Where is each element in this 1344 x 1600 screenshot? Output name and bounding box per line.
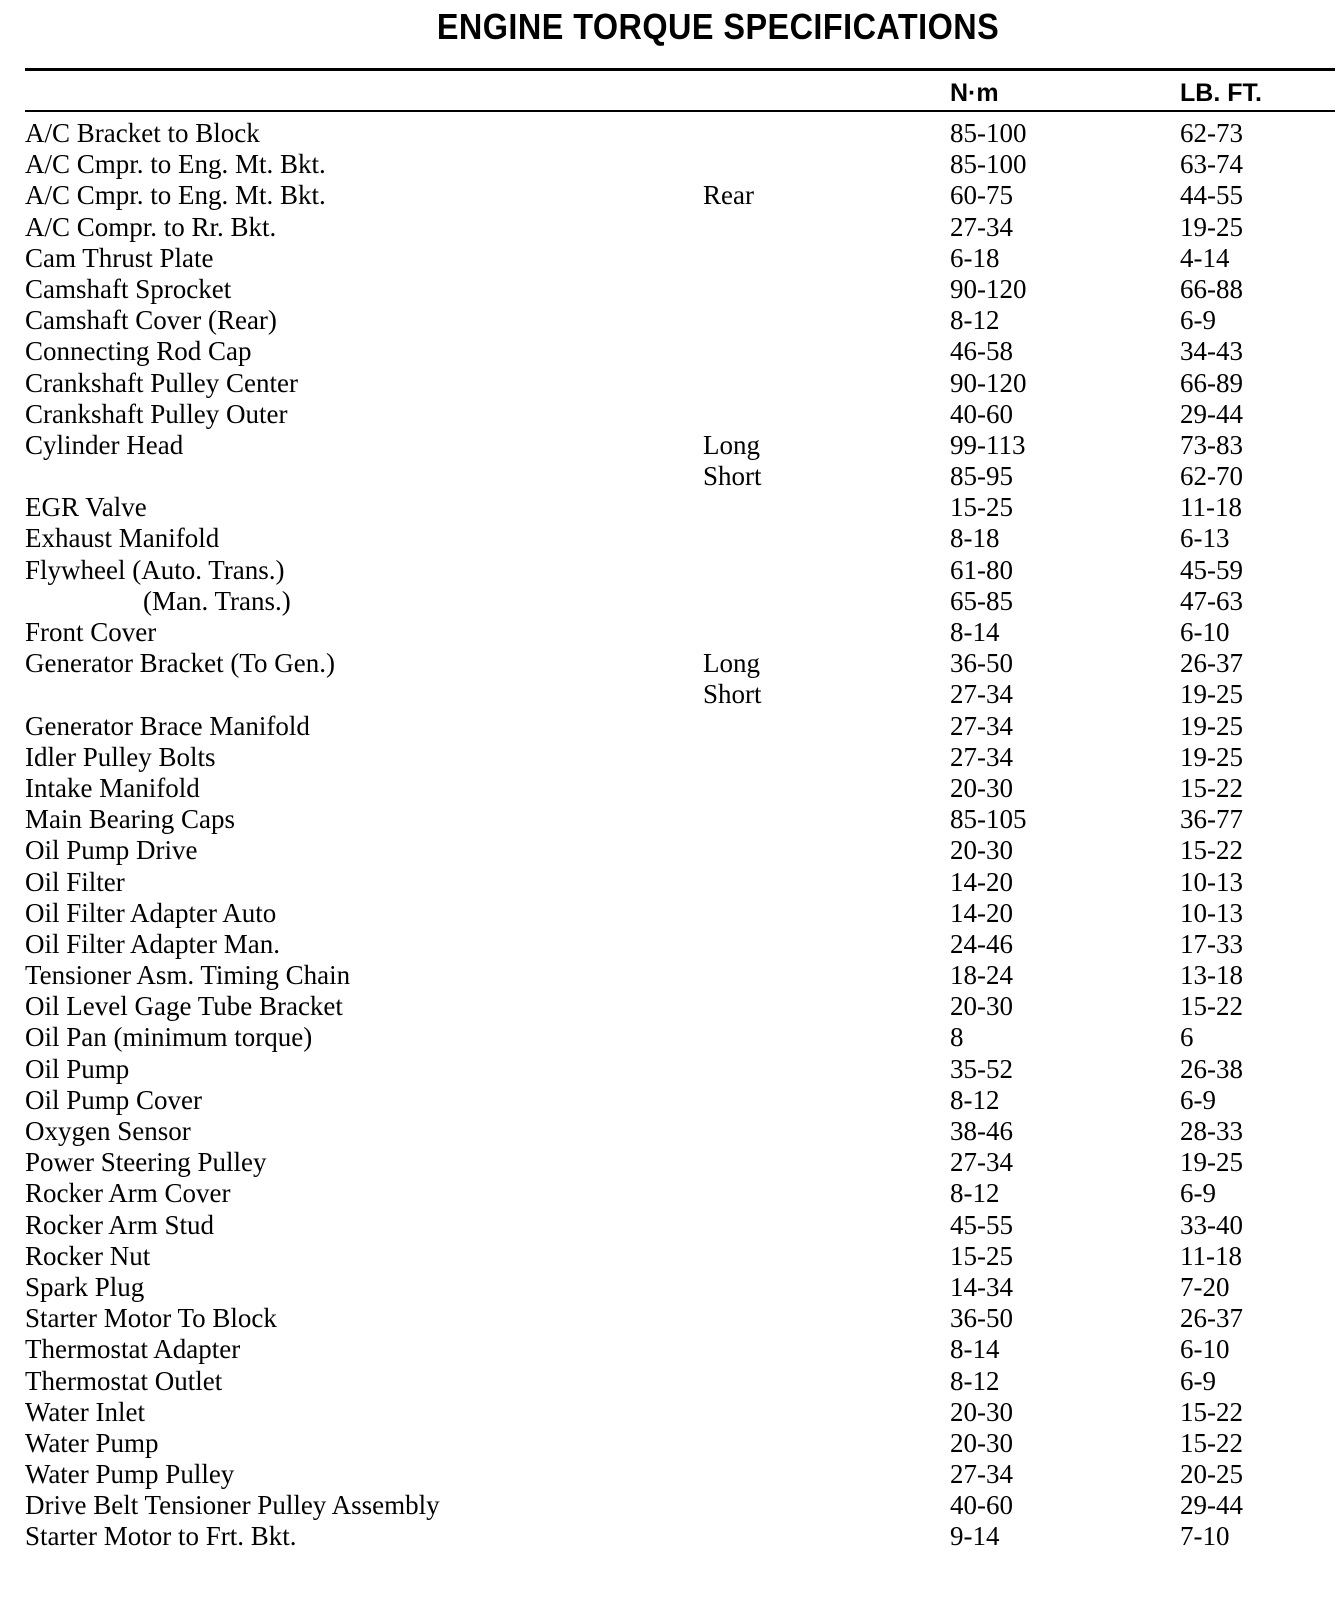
top-rule bbox=[25, 68, 1335, 71]
torque-lbft: 19-25 bbox=[1180, 211, 1243, 242]
component-variant: Short bbox=[703, 679, 762, 710]
torque-lbft: 29-44 bbox=[1180, 1490, 1243, 1521]
torque-lbft: 20-25 bbox=[1180, 1459, 1243, 1490]
torque-lbft: 15-22 bbox=[1180, 835, 1243, 866]
table-row bbox=[25, 648, 1325, 679]
table-row bbox=[25, 1397, 1325, 1428]
torque-nm: 27-34 bbox=[950, 1147, 1013, 1178]
table-row bbox=[25, 1366, 1325, 1397]
component-variant: Long bbox=[703, 429, 760, 460]
torque-lbft: 6-13 bbox=[1180, 523, 1230, 554]
component-name: Flywheel (Auto. Trans.) bbox=[25, 554, 285, 585]
torque-nm: 27-34 bbox=[950, 741, 1013, 772]
table-row bbox=[25, 586, 1325, 617]
table-row bbox=[25, 742, 1325, 773]
torque-lbft: 10-13 bbox=[1180, 897, 1243, 928]
component-name: Oil Filter Adapter Man. bbox=[25, 928, 280, 959]
table-row bbox=[25, 773, 1325, 804]
component-name: Oil Pan (minimum torque) bbox=[25, 1022, 313, 1053]
component-name: A/C Cmpr. to Eng. Mt. Bkt. bbox=[25, 180, 326, 211]
torque-nm: 85-100 bbox=[950, 149, 1027, 180]
component-name: Cam Thrust Plate bbox=[25, 242, 214, 273]
torque-lbft: 47-63 bbox=[1180, 585, 1243, 616]
torque-lbft: 19-25 bbox=[1180, 1147, 1243, 1178]
table-row bbox=[25, 991, 1325, 1022]
table-row bbox=[25, 1459, 1325, 1490]
component-name: Water Pump bbox=[25, 1427, 159, 1458]
component-name: Generator Bracket (To Gen.) bbox=[25, 648, 335, 679]
torque-lbft: 4-14 bbox=[1180, 242, 1230, 273]
component-name: Oxygen Sensor bbox=[25, 1116, 191, 1146]
component-name: Oil Filter Adapter Auto bbox=[25, 897, 277, 928]
torque-nm: 61-80 bbox=[950, 554, 1013, 585]
table-row bbox=[25, 430, 1325, 461]
component-name: Camshaft Cover (Rear) bbox=[25, 305, 277, 336]
table-row bbox=[25, 711, 1325, 742]
table-row bbox=[25, 867, 1325, 898]
torque-nm: 8-12 bbox=[950, 305, 1000, 336]
torque-lbft: 11-18 bbox=[1180, 492, 1242, 523]
torque-lbft: 11-18 bbox=[1180, 1240, 1242, 1271]
torque-nm: 8-14 bbox=[950, 617, 1000, 647]
torque-lbft: 44-55 bbox=[1180, 180, 1243, 211]
torque-lbft: 19-25 bbox=[1180, 679, 1243, 710]
torque-lbft: 26-37 bbox=[1180, 648, 1243, 679]
torque-nm: 9-14 bbox=[950, 1521, 1000, 1552]
torque-lbft: 19-25 bbox=[1180, 710, 1243, 741]
table-row bbox=[25, 368, 1325, 399]
torque-lbft: 63-74 bbox=[1180, 149, 1243, 180]
component-name: Oil Filter bbox=[25, 866, 125, 897]
torque-lbft: 26-38 bbox=[1180, 1053, 1243, 1084]
torque-lbft: 66-88 bbox=[1180, 273, 1243, 304]
component-name: Connecting Rod Cap bbox=[25, 336, 252, 367]
table-row bbox=[25, 305, 1325, 336]
torque-nm: 20-30 bbox=[950, 1427, 1013, 1458]
table-row bbox=[25, 1303, 1325, 1334]
component-name: Intake Manifold bbox=[25, 772, 200, 803]
torque-spec-table bbox=[25, 118, 1325, 1553]
torque-lbft: 13-18 bbox=[1180, 960, 1243, 991]
torque-lbft: 66-89 bbox=[1180, 367, 1243, 398]
torque-nm: 18-24 bbox=[950, 960, 1013, 991]
component-name: Idler Pulley Bolts bbox=[25, 741, 216, 772]
torque-lbft: 33-40 bbox=[1180, 1209, 1243, 1240]
torque-lbft: 15-22 bbox=[1180, 991, 1243, 1022]
component-name: Oil Level Gage Tube Bracket bbox=[25, 991, 343, 1022]
torque-lbft: 34-43 bbox=[1180, 336, 1243, 367]
table-row bbox=[25, 1054, 1325, 1085]
table-row bbox=[25, 1521, 1325, 1552]
table-row bbox=[25, 149, 1325, 180]
torque-nm: 15-25 bbox=[950, 1240, 1013, 1271]
component-name: Rocker Arm Stud bbox=[25, 1209, 214, 1240]
torque-lbft: 10-13 bbox=[1180, 866, 1243, 897]
torque-nm: 60-75 bbox=[950, 180, 1013, 211]
torque-nm: 27-34 bbox=[950, 679, 1013, 710]
torque-nm: 24-46 bbox=[950, 928, 1013, 959]
torque-lbft: 6-10 bbox=[1180, 617, 1230, 647]
torque-nm: 90-120 bbox=[950, 367, 1027, 398]
component-name: Oil Pump Cover bbox=[25, 1084, 203, 1115]
torque-lbft: 17-33 bbox=[1180, 928, 1243, 959]
torque-nm: 8-14 bbox=[950, 1334, 1000, 1365]
torque-nm: 85-105 bbox=[950, 804, 1027, 835]
component-name: Water Pump Pulley bbox=[25, 1459, 235, 1490]
component-name: (Man. Trans.) bbox=[143, 585, 291, 616]
table-row bbox=[25, 212, 1325, 243]
torque-nm: 27-34 bbox=[950, 710, 1013, 741]
table-row bbox=[25, 1147, 1325, 1178]
component-name: Oil Pump Drive bbox=[25, 835, 198, 866]
table-row bbox=[25, 1178, 1325, 1209]
component-variant: Long bbox=[703, 648, 760, 679]
component-name: Main Bearing Caps bbox=[25, 804, 235, 835]
table-row bbox=[25, 804, 1325, 835]
torque-nm: 36-50 bbox=[950, 1303, 1013, 1334]
table-row bbox=[25, 492, 1325, 523]
torque-nm: 8-18 bbox=[950, 523, 1000, 554]
component-name: Thermostat Outlet bbox=[25, 1365, 223, 1396]
page-title: ENGINE TORQUE SPECIFICATIONS bbox=[436, 6, 1000, 47]
torque-lbft: 7-10 bbox=[1180, 1521, 1230, 1552]
torque-nm: 8-12 bbox=[950, 1365, 1000, 1396]
torque-nm: 20-30 bbox=[950, 1396, 1013, 1427]
torque-lbft: 73-83 bbox=[1180, 429, 1243, 460]
torque-nm: 36-50 bbox=[950, 648, 1013, 679]
torque-nm: 14-34 bbox=[950, 1271, 1013, 1302]
table-row bbox=[25, 1116, 1325, 1147]
table-row bbox=[25, 898, 1325, 929]
table-row bbox=[25, 274, 1325, 305]
torque-lbft: 62-70 bbox=[1180, 461, 1243, 492]
component-name: Camshaft Sprocket bbox=[25, 273, 232, 304]
torque-nm: 35-52 bbox=[950, 1053, 1013, 1084]
table-row bbox=[25, 1334, 1325, 1365]
torque-lbft: 7-20 bbox=[1180, 1271, 1230, 1302]
component-name: Cylinder Head bbox=[25, 429, 184, 460]
torque-nm: 27-34 bbox=[950, 1459, 1013, 1490]
torque-nm: 45-55 bbox=[950, 1209, 1013, 1240]
torque-nm: 8-12 bbox=[950, 1084, 1000, 1115]
torque-nm: 40-60 bbox=[950, 1490, 1013, 1521]
component-name: Thermostat Adapter bbox=[25, 1334, 241, 1365]
component-name: Drive Belt Tensioner Pulley Assembly bbox=[25, 1490, 440, 1521]
table-row bbox=[25, 1490, 1325, 1521]
torque-lbft: 15-22 bbox=[1180, 1427, 1243, 1458]
torque-lbft: 6-10 bbox=[1180, 1334, 1230, 1365]
torque-lbft: 6 bbox=[1180, 1022, 1194, 1053]
torque-lbft: 6-9 bbox=[1180, 1365, 1216, 1396]
torque-nm: 20-30 bbox=[950, 835, 1013, 866]
component-name: Starter Motor To Block bbox=[25, 1303, 277, 1334]
component-name: A/C Bracket to Block bbox=[25, 118, 260, 148]
table-row bbox=[25, 180, 1325, 211]
column-header-nm: N·m bbox=[950, 79, 999, 107]
torque-lbft: 45-59 bbox=[1180, 554, 1243, 585]
component-name: Rocker Arm Cover bbox=[25, 1178, 231, 1209]
torque-nm: 38-46 bbox=[950, 1116, 1013, 1146]
torque-nm: 14-20 bbox=[950, 897, 1013, 928]
torque-nm: 6-18 bbox=[950, 242, 1000, 273]
torque-nm: 90-120 bbox=[950, 273, 1027, 304]
torque-lbft: 6-9 bbox=[1180, 305, 1216, 336]
component-name: Rocker Nut bbox=[25, 1240, 151, 1271]
torque-nm: 15-25 bbox=[950, 492, 1013, 523]
torque-nm: 14-20 bbox=[950, 866, 1013, 897]
component-name: Crankshaft Pulley Center bbox=[25, 367, 298, 398]
table-row bbox=[25, 1272, 1325, 1303]
torque-lbft: 29-44 bbox=[1180, 398, 1243, 429]
table-row bbox=[25, 1022, 1325, 1053]
header-rule bbox=[25, 110, 1335, 112]
torque-lbft: 19-25 bbox=[1180, 741, 1243, 772]
torque-nm: 65-85 bbox=[950, 585, 1013, 616]
component-name: Tensioner Asm. Timing Chain bbox=[25, 960, 351, 991]
torque-nm: 85-100 bbox=[950, 118, 1027, 148]
table-row bbox=[25, 835, 1325, 866]
component-name: Crankshaft Pulley Outer bbox=[25, 398, 288, 429]
table-row bbox=[25, 243, 1325, 274]
component-name: Spark Plug bbox=[25, 1271, 145, 1302]
table-row bbox=[25, 1241, 1325, 1272]
table-row bbox=[25, 1428, 1325, 1459]
torque-nm: 20-30 bbox=[950, 772, 1013, 803]
component-name: A/C Compr. to Rr. Bkt. bbox=[25, 211, 277, 242]
torque-lbft: 15-22 bbox=[1180, 772, 1243, 803]
column-header-lbft: LB. FT. bbox=[1180, 79, 1262, 107]
table-row bbox=[25, 399, 1325, 430]
torque-nm: 99-113 bbox=[950, 429, 1026, 460]
component-name: A/C Cmpr. to Eng. Mt. Bkt. bbox=[25, 149, 326, 180]
component-name: EGR Valve bbox=[25, 492, 147, 523]
table-row bbox=[25, 336, 1325, 367]
torque-lbft: 15-22 bbox=[1180, 1396, 1243, 1427]
component-name: Starter Motor to Frt. Bkt. bbox=[25, 1521, 297, 1552]
torque-nm: 20-30 bbox=[950, 991, 1013, 1022]
component-name: Power Steering Pulley bbox=[25, 1147, 267, 1178]
table-row bbox=[25, 461, 1325, 492]
torque-nm: 46-58 bbox=[950, 336, 1013, 367]
torque-nm: 8-12 bbox=[950, 1178, 1000, 1209]
torque-lbft: 36-77 bbox=[1180, 804, 1243, 835]
torque-nm: 8 bbox=[950, 1022, 964, 1053]
torque-nm: 85-95 bbox=[950, 461, 1013, 492]
component-name: Generator Brace Manifold bbox=[25, 710, 310, 741]
torque-lbft: 28-33 bbox=[1180, 1116, 1243, 1146]
table-row bbox=[25, 1210, 1325, 1241]
torque-lbft: 6-9 bbox=[1180, 1178, 1216, 1209]
component-variant: Short bbox=[703, 461, 762, 492]
table-row bbox=[25, 679, 1325, 710]
torque-nm: 27-34 bbox=[950, 211, 1013, 242]
table-row bbox=[25, 960, 1325, 991]
table-row bbox=[25, 929, 1325, 960]
table-row bbox=[25, 523, 1325, 554]
component-name: Exhaust Manifold bbox=[25, 523, 220, 554]
component-variant: Rear bbox=[703, 180, 754, 211]
torque-lbft: 26-37 bbox=[1180, 1303, 1243, 1334]
component-name: Front Cover bbox=[25, 617, 157, 647]
table-row bbox=[25, 555, 1325, 586]
table-row bbox=[25, 617, 1325, 648]
torque-lbft: 62-73 bbox=[1180, 118, 1243, 148]
torque-lbft: 6-9 bbox=[1180, 1084, 1216, 1115]
component-name: Water Inlet bbox=[25, 1396, 146, 1427]
table-row bbox=[25, 118, 1325, 149]
component-name: Oil Pump bbox=[25, 1053, 130, 1084]
table-row bbox=[25, 1085, 1325, 1116]
torque-nm: 40-60 bbox=[950, 398, 1013, 429]
